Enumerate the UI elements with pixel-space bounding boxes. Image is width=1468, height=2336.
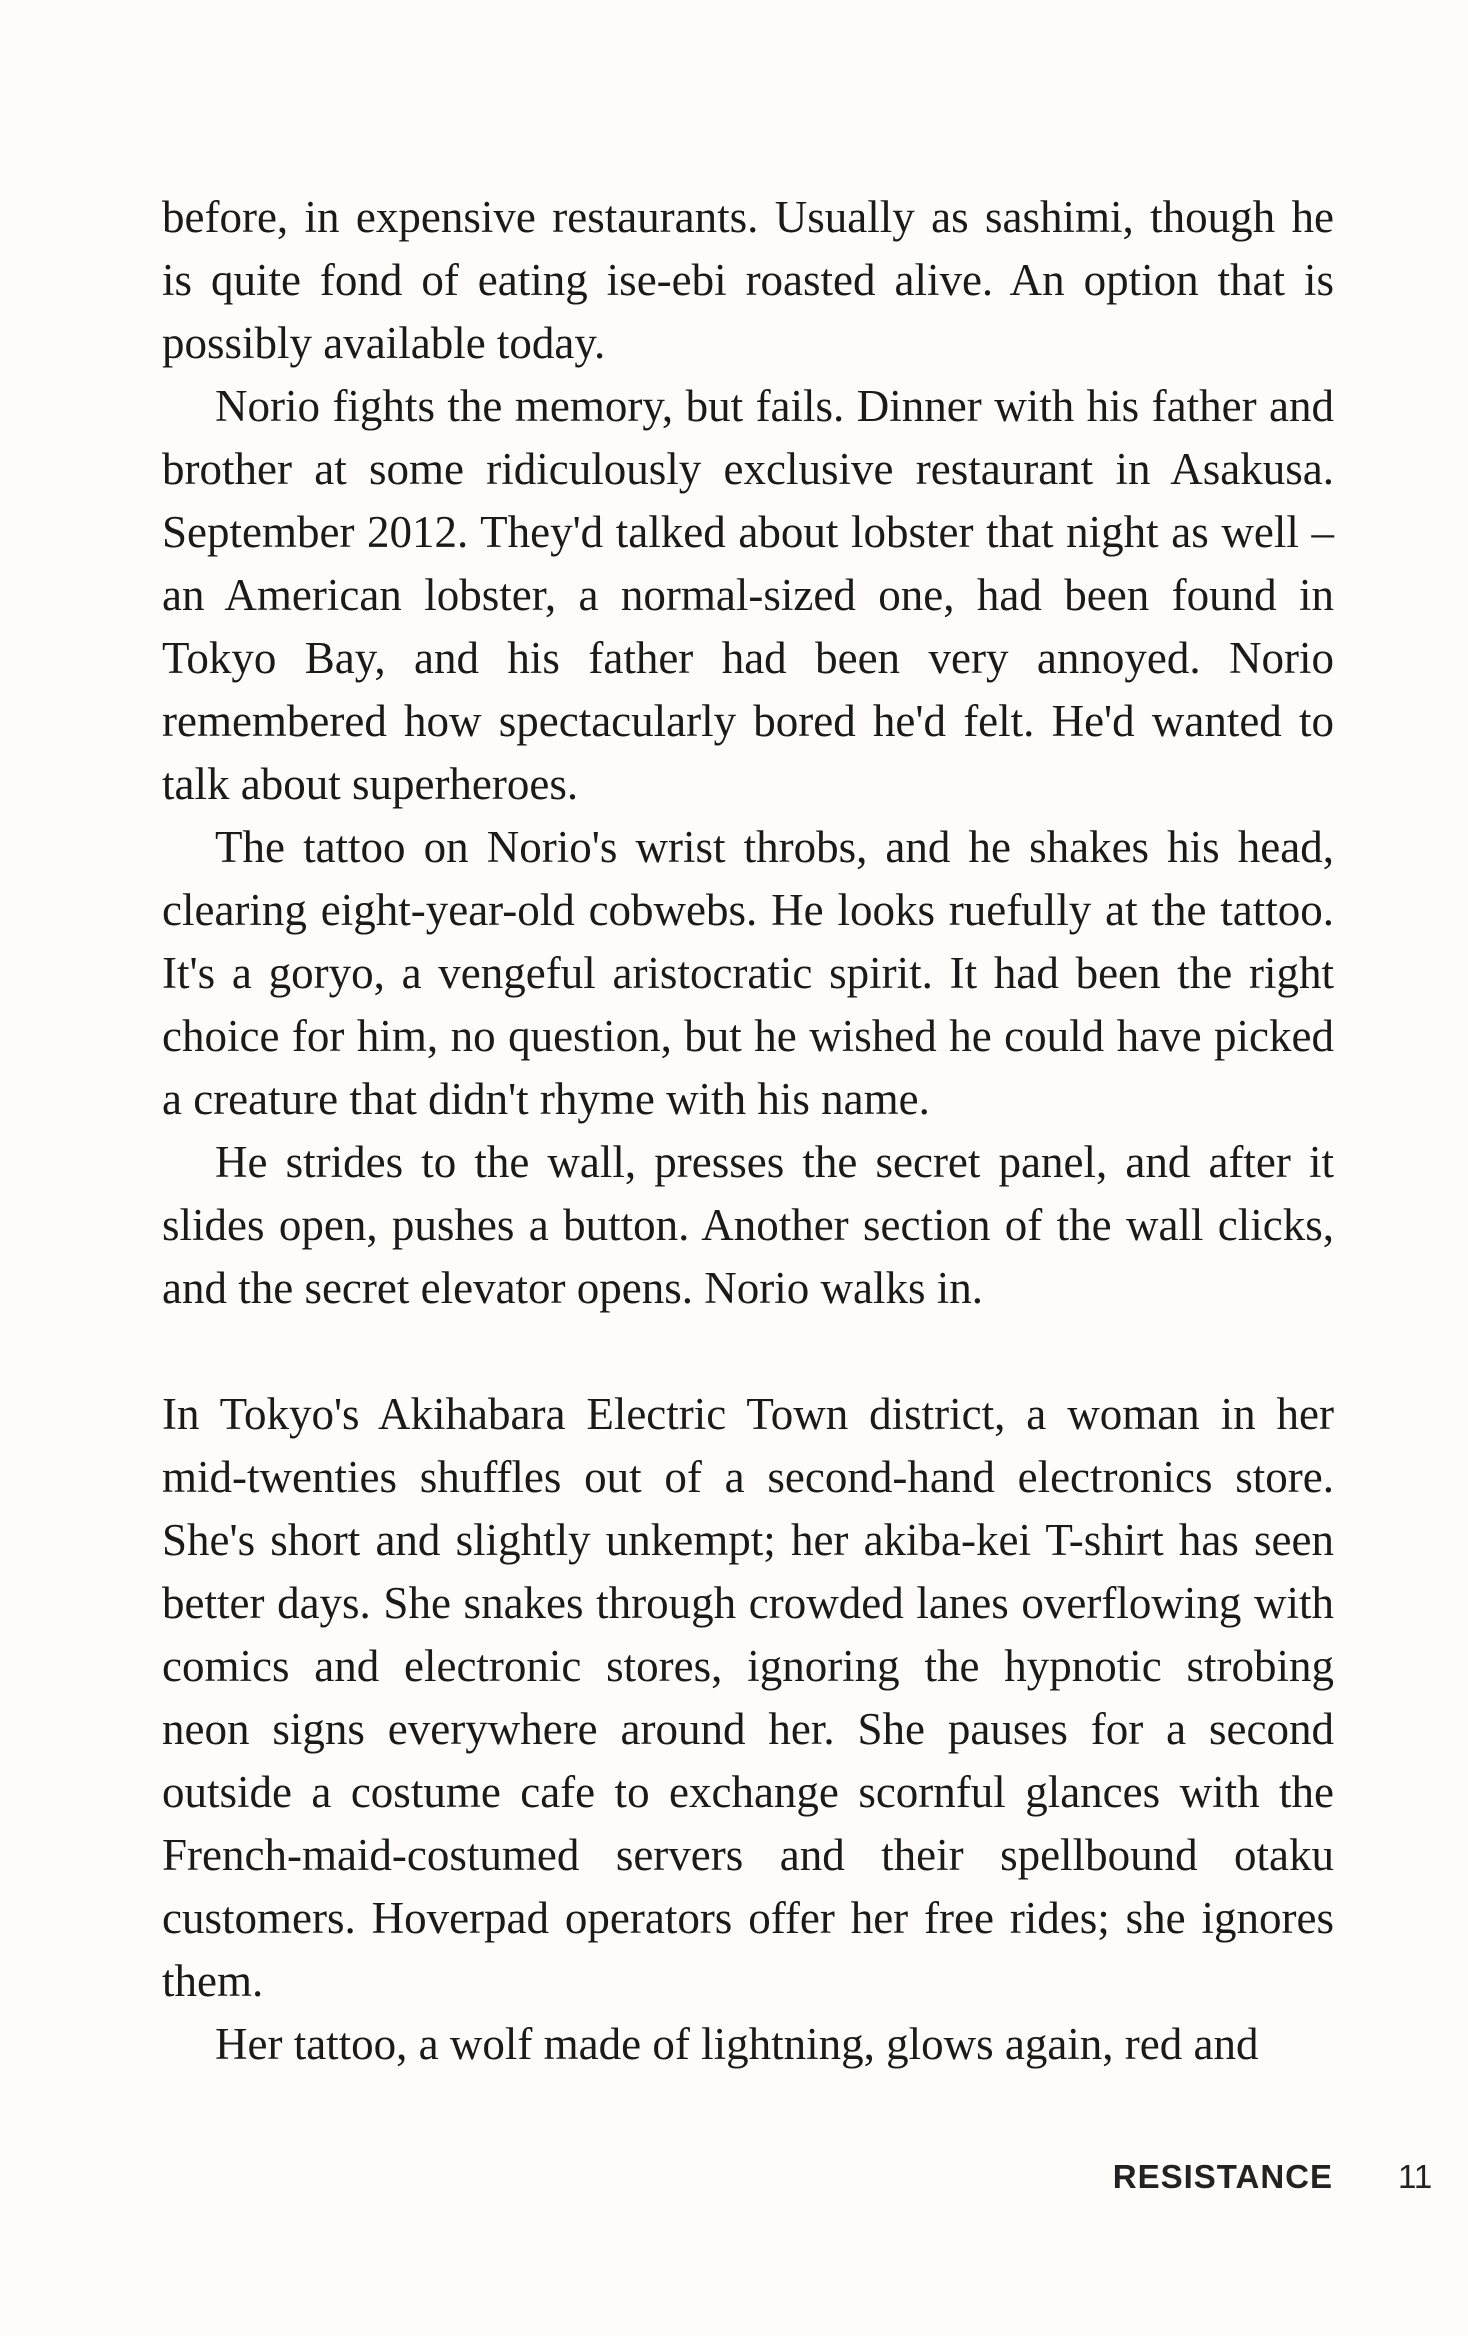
paragraph: Norio fights the memory, but fails. Dinner with his father and brother at some ridiculously exclusive restaurant in Asakusa. September 2012. They'd talked about lobster that night as well – an American lobster, a normal-sized one, had been found in Tokyo Bay, and his father had been very annoyed. Norio remembered how spectacularly bored he'd felt. He'd wanted to talk about superheroes. bbox=[162, 381, 1334, 809]
page-body bbox=[162, 186, 1334, 2076]
paragraph: Her tattoo, a wolf made of lightning, glows again, red and bbox=[215, 2019, 1259, 2069]
paragraph: The tattoo on Norio's wrist throbs, and he shakes his head, clearing eight-year-old cobwebs. He looks ruefully at the tattoo. It's a goryo, a vengeful aristocratic spirit. It had been the right choice for him, no question, but he wished he could have picked a creature that didn't rhyme with his name. bbox=[162, 822, 1334, 1124]
paragraph: before, in expensive restaurants. Usually as sashimi, though he is quite fond of eating ise-ebi roasted alive. An option that is possibly available today. bbox=[162, 192, 1334, 368]
paragraph: In Tokyo's Akihabara Electric Town district, a woman in her mid-twenties shuffles out of a second-hand electronics store. She's short and slightly unkempt; her akiba-kei T-shirt has seen better days. She snakes through crowded lanes overflowing with comics and electronic stores, ignoring the hypnotic strobing neon signs everywhere around her. She pauses for a second outside a costume cafe to exchange scornful glances with the French-maid-costumed servers and their spellbound otaku customers. Hoverpad operators offer her free rides; she ignores them. bbox=[162, 1389, 1334, 2006]
section-break bbox=[162, 1320, 1334, 1383]
running-title: RESISTANCE bbox=[1112, 2158, 1333, 2195]
page-number: 11 bbox=[1398, 2158, 1433, 2195]
page-footer bbox=[0, 2158, 1468, 2208]
paragraph: He strides to the wall, presses the secret panel, and after it slides open, pushes a button. Another section of the wall clicks, and the secret elevator opens. Norio walks in. bbox=[162, 1137, 1334, 1313]
